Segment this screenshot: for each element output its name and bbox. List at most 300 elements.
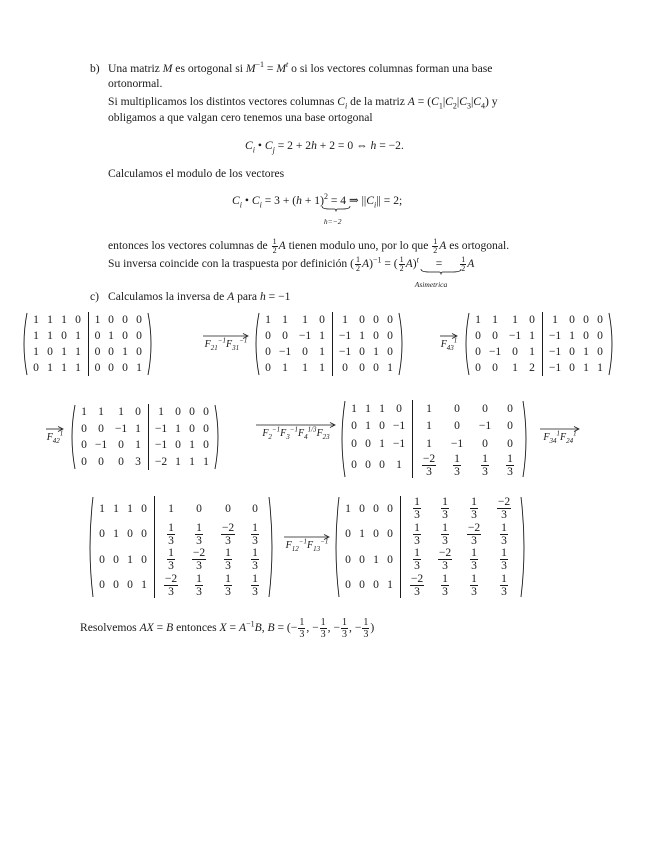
matrix-cell: −1 [478, 419, 492, 433]
matrix-cell: 0 [196, 501, 202, 515]
row-operation-label-6: $F_{12}^{-1}F_{13}^{-1}$ [285, 537, 329, 553]
right-parenthesis [267, 496, 276, 598]
matrix-cell: −1 [114, 421, 128, 435]
matrix-cell: 1 [387, 361, 393, 374]
matrix-cell: 1 [319, 329, 325, 342]
matrix-cell: −2 3 [192, 546, 206, 573]
matrix-cell: 0 [359, 313, 365, 326]
matrix-cell: 0 [136, 313, 142, 326]
matrix-cell: −1 [154, 438, 168, 452]
matrix-cell: 1 [379, 401, 385, 415]
matrix-cell: 0 [127, 578, 133, 592]
matrix-cell: 1 3 [501, 571, 507, 598]
matrix-cell: 1 [492, 313, 498, 326]
matrix-cell: 0 [507, 437, 513, 451]
matrix-cell: 1 [583, 361, 589, 374]
matrix-cell: 1 3 [442, 495, 448, 522]
matrix-cell: 0 [359, 361, 365, 374]
matrix-cell: 1 [47, 361, 53, 374]
matrix-cell: 1 [135, 421, 141, 435]
augmented-divider [88, 344, 89, 360]
matrix-cell: 3 [135, 454, 141, 468]
matrix-cell: 1 [141, 578, 147, 592]
matrix-cell: 1 [319, 345, 325, 358]
matrix-grid [261, 312, 397, 376]
matrix-cell: 1 [61, 361, 67, 374]
matrix-cell: 0 [127, 527, 133, 541]
matrix-cell: 1 [351, 401, 357, 415]
matrix-cell: 1 [175, 421, 181, 435]
row-operation-label-1: $F_{21}^{-1}F_{31}^{-1}$ [204, 336, 248, 352]
matrix-cell: 1 [113, 527, 119, 541]
matrix-cell: 1 [529, 329, 535, 342]
right-parenthesis [213, 404, 222, 470]
matrix-cell: 1 [189, 438, 195, 452]
matrix-cell: −1 [392, 437, 406, 451]
augmented-divider [412, 418, 413, 436]
matrix-cell: 0 [359, 501, 365, 515]
matrix-cell: 0 [387, 313, 393, 326]
matrix-cell: 0 [175, 438, 181, 452]
augmented-divider [332, 312, 333, 328]
matrix-cell: 0 [345, 552, 351, 566]
augmented-divider [412, 435, 413, 453]
matrix-cell: 0 [122, 361, 128, 374]
matrix-cell: 1 [61, 345, 67, 358]
matrix-cell: 0 [482, 437, 488, 451]
matrix-cell: 1 [282, 313, 288, 326]
matrix-cell: 0 [75, 313, 81, 326]
matrix-cell: 1 [359, 329, 365, 342]
matrix-cell: 0 [99, 578, 105, 592]
row-operation-arrow-6 [284, 534, 330, 556]
part-b-line4: obligamos a que valgan cero tenemos una base ortogonal [108, 111, 373, 124]
matrix-cell: 0 [94, 345, 101, 358]
matrix-cell: 1 [113, 501, 119, 515]
matrix-cell: 1 3 [225, 571, 231, 598]
matrix-cell: 1 3 [501, 546, 507, 573]
matrix-cell: 0 [583, 313, 589, 326]
matrix-step-3 [462, 312, 616, 376]
matrix-cell: 1 [168, 501, 174, 515]
matrix-cell: 1 3 [507, 451, 513, 478]
matrix-cell: 0 [387, 552, 393, 566]
matrix-cell: 1 [426, 419, 432, 433]
augmented-divider [148, 454, 149, 471]
matrix-cell: 0 [302, 345, 308, 358]
matrix-cell: 1 [33, 329, 39, 342]
matrix-grid [95, 496, 267, 598]
matrix-cell: 0 [373, 361, 379, 374]
matrix-cell: 1 3 [252, 520, 258, 547]
matrix-cell: −1 [548, 361, 562, 374]
matrix-cell: 0 [492, 361, 498, 374]
matrix-cell: 1 [302, 313, 308, 326]
matrix-cell: 1 3 [501, 520, 507, 547]
matrix-cell: 1 3 [442, 571, 448, 598]
equation-orthogonal: $C_i$ • $C_j = 2 + 2h + 2 = 0$ ⇔ h = −2. [245, 139, 404, 155]
matrix-cell: 0 [265, 329, 271, 342]
row-operation-arrow-1 [203, 333, 249, 355]
part-c-line1: Calculamos la inversa de A para h = −1 [108, 290, 291, 303]
matrix-cell: 1 3 [168, 546, 174, 573]
matrix-cell: 0 [136, 329, 142, 342]
matrix-cell: 1 [569, 329, 575, 342]
matrix-cell: 1 [189, 454, 195, 468]
matrix-cell: 1 [94, 313, 101, 326]
matrix-cell: 0 [136, 345, 142, 358]
matrix-cell: 1 [597, 361, 603, 374]
matrix-cell: 0 [118, 454, 124, 468]
matrix-cell: 1 [61, 313, 67, 326]
matrix-cell: 1 [552, 313, 558, 326]
matrix-cell: 1 [108, 329, 114, 342]
matrix-cell: 0 [454, 419, 460, 433]
matrix-cell: 0 [359, 345, 365, 358]
left-parenthesis [68, 404, 77, 470]
matrix-initial [20, 312, 155, 376]
matrix-cell: 0 [141, 501, 147, 515]
matrix-cell: 0 [373, 501, 379, 515]
matrix-cell: 0 [373, 527, 379, 541]
matrix-cell: 1 3 [252, 571, 258, 598]
underbrace-label-h: h=−2 [323, 217, 342, 226]
left-parenthesis [86, 496, 95, 598]
matrix-cell: 1 3 [414, 546, 420, 573]
matrix-cell: 0 [108, 313, 114, 326]
matrix-cell: −1 [548, 345, 562, 358]
matrix-cell: −1 [508, 329, 522, 342]
matrix-cell: 0 [492, 329, 498, 342]
matrix-cell: 0 [141, 527, 147, 541]
matrix-cell: 0 [203, 421, 209, 435]
matrix-cell: 0 [379, 458, 385, 472]
matrix-cell: 1 [512, 313, 518, 326]
matrix-cell: 1 [426, 437, 432, 451]
part-b-line7: Su inversa coincide con la traspuesta por definición ( $\frac{1}{2}$ A)$^{-1}$ = ( $\frac{1}{2}$ A)$^t$ = Asimetrica $\frac{1}{2}$ A [108, 256, 474, 273]
matrix-cell: −1 [154, 421, 168, 435]
matrix-cell: 0 [359, 552, 365, 566]
matrix-cell: 1 3 [168, 520, 174, 547]
matrix-cell: 1 [33, 313, 39, 326]
matrix-cell: 2 [529, 361, 535, 374]
matrix-cell: 0 [365, 437, 371, 451]
matrix-cell: 1 3 [196, 520, 202, 547]
augmented-divider [154, 573, 155, 599]
augmented-divider [154, 547, 155, 573]
matrix-cell: 1 [47, 313, 53, 326]
matrix-cell: 0 [396, 401, 402, 415]
row-operation-arrow-5 [540, 426, 580, 448]
augmented-divider [542, 328, 543, 344]
matrix-cell: 1 [512, 361, 518, 374]
matrix-cell: 0 [141, 552, 147, 566]
matrix-cell: 0 [252, 501, 258, 515]
row-operation-arrow-4 [256, 422, 336, 446]
augmented-divider [412, 400, 413, 418]
matrix-cell: −1 [338, 345, 352, 358]
matrix-grid [29, 312, 146, 376]
matrix-cell: 0 [507, 401, 513, 415]
augmented-divider [332, 360, 333, 376]
matrix-cell: 1 3 [414, 520, 420, 547]
matrix-cell: 1 [136, 361, 142, 374]
matrix-cell: 0 [47, 345, 53, 358]
row-operation-arrow-3 [46, 426, 64, 448]
matrix-cell: 1 [373, 552, 379, 566]
equation-modulus: $C_i$ • $C_i = 3 + (h + 1)^2$ = h=−2 4 ⇒ $||C_i|| = 2$; [232, 193, 402, 208]
matrix-cell: 1 [342, 313, 348, 326]
matrix-cell: 1 [135, 438, 141, 452]
augmented-divider [154, 522, 155, 548]
matrix-cell: 0 [475, 345, 481, 358]
matrix-cell: 1 [282, 361, 288, 374]
matrix-cell: 0 [387, 345, 393, 358]
final-solution: Resolvemos AX = B entonces $X = A^{-1}B$, B = (− $\frac{1}{3}$ , − $\frac{1}{3}$ , − $\frac{1}{3}$ , − $\frac{1}{3}$ ) [80, 617, 375, 640]
right-parenthesis [519, 496, 528, 598]
matrix-cell: 1 [98, 405, 104, 419]
matrix-cell: −2 3 [164, 571, 178, 598]
part-c-label: c) [90, 290, 100, 303]
matrix-cell: 0 [135, 405, 141, 419]
matrix-cell: 0 [113, 552, 119, 566]
matrix-cell: 0 [475, 361, 481, 374]
matrix-cell: 0 [351, 458, 357, 472]
matrix-cell: −2 3 [422, 451, 436, 478]
matrix-cell: 0 [387, 329, 393, 342]
matrix-cell: 1 [529, 345, 535, 358]
matrix-cell: 1 [583, 345, 589, 358]
matrix-cell: 0 [454, 401, 460, 415]
matrix-step-5 [338, 400, 530, 478]
matrix-cell: 0 [529, 313, 535, 326]
matrix-cell: 0 [387, 501, 393, 515]
matrix-cell: 1 [387, 578, 393, 592]
row-operation-label-5: $F_{34}^1F_{24}^1$ [543, 429, 577, 445]
matrix-cell: 1 3 [471, 495, 477, 522]
matrix-cell: 0 [319, 313, 325, 326]
matrix-cell: 0 [81, 438, 87, 452]
matrix-cell: 1 [319, 361, 325, 374]
part-b-line3: Si multiplicamos los distintos vectores columnas $C_i$ de la matriz $A = (C_1|C_2|C_3|C_4)$ y [108, 95, 498, 111]
matrix-cell: −1 [450, 437, 464, 451]
matrix-grid [347, 400, 521, 478]
matrix-cell: 0 [569, 361, 575, 374]
augmented-divider [542, 360, 543, 376]
matrix-cell: 0 [99, 552, 105, 566]
matrix-final-inverse [332, 496, 528, 598]
matrix-cell: 0 [482, 401, 488, 415]
left-parenthesis [332, 496, 341, 598]
augmented-divider [148, 404, 149, 421]
matrix-cell: 0 [345, 527, 351, 541]
matrix-cell: −1 [278, 345, 292, 358]
underbrace-label-asimetrica: Asimetrica [414, 280, 448, 290]
matrix-cell: −2 3 [438, 546, 452, 573]
matrix-cell: 1 [265, 313, 271, 326]
part-b-line2: ortonormal. [108, 77, 163, 90]
left-parenthesis [252, 312, 261, 376]
matrix-cell: 1 3 [482, 451, 488, 478]
matrix-cell: 1 3 [454, 451, 460, 478]
matrix-cell: 0 [99, 527, 105, 541]
matrix-step-4 [68, 404, 222, 470]
matrix-cell: 1 3 [442, 520, 448, 547]
augmented-divider [154, 496, 155, 522]
part-b-label: b) [90, 62, 100, 75]
matrix-cell: 0 [569, 345, 575, 358]
matrix-cell: 0 [345, 578, 351, 592]
matrix-cell: 1 3 [471, 546, 477, 573]
matrix-cell: 0 [203, 438, 209, 452]
matrix-cell: 1 3 [225, 546, 231, 573]
matrix-cell: 1 [302, 361, 308, 374]
matrix-cell: 0 [265, 361, 271, 374]
matrix-cell: 0 [122, 329, 128, 342]
matrix-cell: 1 [475, 313, 481, 326]
matrix-cell: −1 [488, 345, 502, 358]
matrix-cell: 0 [108, 345, 114, 358]
matrix-cell: 0 [597, 329, 603, 342]
right-parenthesis [607, 312, 616, 376]
augmented-divider [148, 437, 149, 454]
left-parenthesis [20, 312, 29, 376]
matrix-cell: 1 [47, 329, 53, 342]
matrix-grid [471, 312, 607, 376]
matrix-step-6 [86, 496, 276, 598]
matrix-cell: 0 [507, 419, 513, 433]
augmented-divider [88, 312, 89, 328]
matrix-cell: 0 [379, 419, 385, 433]
matrix-cell: 0 [189, 421, 195, 435]
matrix-cell: 0 [282, 329, 288, 342]
augmented-divider [148, 421, 149, 438]
row-operation-label-4: $F_2^{-1}F_3^{-1}F_4^{1/3}F_{23}$ [262, 425, 330, 441]
matrix-cell: 1 [359, 527, 365, 541]
part-b-line6: entonces los vectores columnas de $\frac{1}{2}$ A tienen modulo uno, por lo que $\frac{1}{2}$ A es ortogonal. [108, 237, 510, 255]
matrix-cell: 0 [512, 345, 518, 358]
matrix-cell: 1 3 [471, 571, 477, 598]
matrix-cell: 0 [122, 313, 128, 326]
matrix-cell: −2 3 [410, 571, 424, 598]
matrix-cell: 0 [265, 345, 271, 358]
right-parenthesis [397, 312, 406, 376]
matrix-cell: 0 [118, 438, 124, 452]
row-operation-label-2: $F_{43}^1$ [440, 336, 458, 352]
matrix-cell: 0 [569, 313, 575, 326]
matrix-cell: −2 3 [221, 520, 235, 547]
matrix-cell: 0 [365, 458, 371, 472]
matrix-cell: 0 [597, 313, 603, 326]
matrix-grid [77, 404, 213, 470]
matrix-cell: 1 3 [196, 571, 202, 598]
matrix-cell: 1 3 [252, 546, 258, 573]
matrix-cell: 1 [33, 345, 39, 358]
left-parenthesis [338, 400, 347, 478]
matrix-cell: −2 3 [497, 495, 511, 522]
matrix-cell: 1 [379, 437, 385, 451]
matrix-cell: −1 [94, 438, 108, 452]
augmented-divider [400, 522, 401, 548]
matrix-cell: 1 [122, 345, 128, 358]
matrix-cell: 0 [342, 361, 348, 374]
matrix-step-2 [252, 312, 406, 376]
augmented-divider [88, 360, 89, 376]
part-b-line5: Calculamos el modulo de los vectores [108, 167, 285, 180]
matrix-cell: 1 [396, 458, 402, 472]
matrix-cell: 0 [475, 329, 481, 342]
augmented-divider [332, 328, 333, 344]
matrix-cell: 1 [99, 501, 105, 515]
matrix-cell: 1 3 [414, 495, 420, 522]
matrix-cell: 0 [203, 405, 209, 419]
matrix-cell: −1 [298, 329, 312, 342]
right-parenthesis [146, 312, 155, 376]
matrix-cell: −1 [548, 329, 562, 342]
matrix-cell: 0 [98, 454, 104, 468]
matrix-cell: 0 [597, 345, 603, 358]
left-parenthesis [462, 312, 471, 376]
matrix-cell: 0 [373, 578, 379, 592]
matrix-cell: 1 [158, 405, 164, 419]
matrix-cell: 0 [94, 361, 101, 374]
matrix-cell: 0 [113, 578, 119, 592]
matrix-cell: 0 [98, 421, 104, 435]
matrix-cell: 0 [81, 421, 87, 435]
matrix-cell: 1 [127, 501, 133, 515]
row-operation-label-3: $F_{42}^1$ [46, 429, 64, 445]
matrix-cell: 1 [175, 454, 181, 468]
matrix-cell: 0 [373, 329, 379, 342]
matrix-cell: 1 [75, 361, 81, 374]
augmented-divider [88, 328, 89, 344]
augmented-divider [400, 496, 401, 522]
matrix-cell: 0 [61, 329, 67, 342]
augmented-divider [542, 344, 543, 360]
matrix-cell: 0 [225, 501, 231, 515]
matrix-cell: 0 [175, 405, 181, 419]
matrix-grid [341, 496, 519, 598]
matrix-cell: 0 [108, 361, 114, 374]
matrix-cell: 1 [127, 552, 133, 566]
augmented-divider [400, 573, 401, 599]
matrix-cell: 0 [373, 313, 379, 326]
matrix-cell: −2 [154, 454, 168, 468]
matrix-cell: 1 [373, 345, 379, 358]
augmented-divider [542, 312, 543, 328]
matrix-cell: 0 [189, 405, 195, 419]
augmented-divider [412, 453, 413, 478]
right-parenthesis [521, 400, 530, 478]
matrix-cell: 0 [583, 329, 589, 342]
matrix-cell: 0 [387, 527, 393, 541]
augmented-divider [400, 547, 401, 573]
part-b-line1: Una matriz M es ortogonal si $M^{-1} = M^t$ o si los vectores columnas forman una base [108, 60, 493, 75]
matrix-cell: 0 [81, 454, 87, 468]
matrix-cell: 1 [75, 345, 81, 358]
matrix-cell: 1 [75, 329, 81, 342]
matrix-cell: 1 [203, 454, 209, 468]
matrix-cell: 0 [351, 419, 357, 433]
matrix-cell: 1 [365, 419, 371, 433]
matrix-cell: −1 [392, 419, 406, 433]
matrix-cell: 1 [118, 405, 124, 419]
matrix-cell: 1 [365, 401, 371, 415]
matrix-cell: 0 [94, 329, 101, 342]
augmented-divider [332, 344, 333, 360]
matrix-cell: 0 [351, 437, 357, 451]
matrix-cell: 1 [426, 401, 432, 415]
